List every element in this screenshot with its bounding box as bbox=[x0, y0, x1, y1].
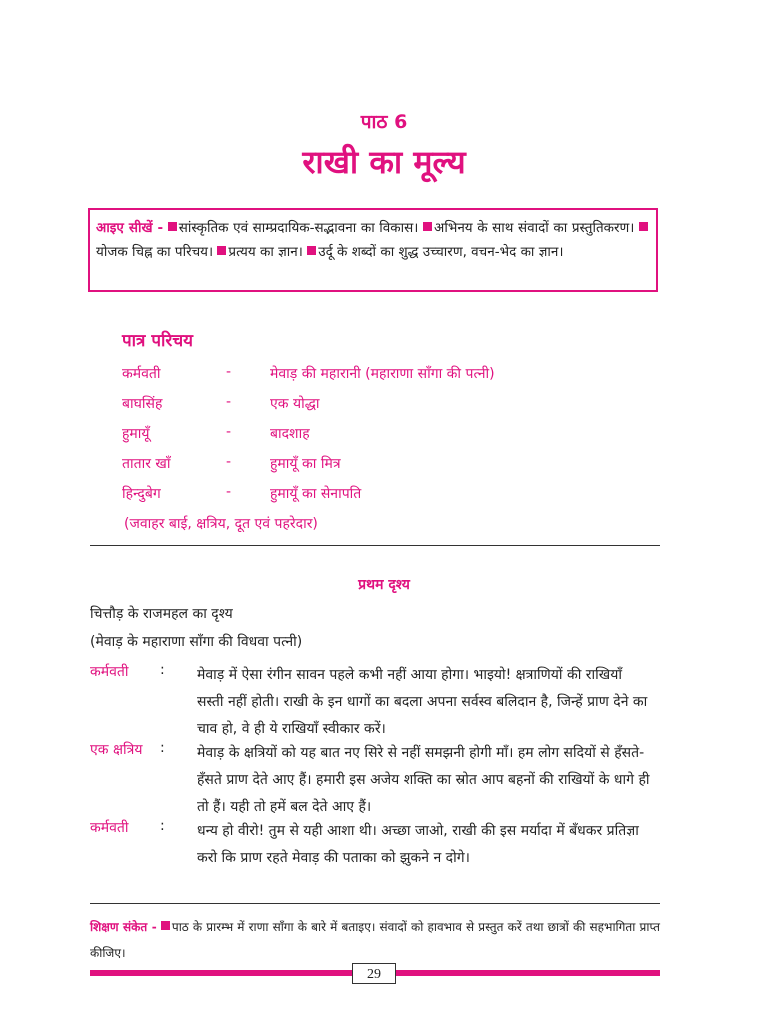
character-dash: - bbox=[226, 424, 232, 440]
other-characters: (जवाहर बाई, क्षत्रिय, दूत एवं पहरेदार) bbox=[124, 516, 318, 532]
character-name: कर्मवती bbox=[122, 366, 161, 382]
dialogue-line: तो हैं। यही तो हमें बल देते आए हैं। bbox=[197, 799, 372, 815]
character-description: हुमायूँ का मित्र bbox=[270, 456, 341, 472]
bullet-square-icon bbox=[423, 222, 432, 231]
divider bbox=[90, 545, 660, 546]
dialogue-text bbox=[197, 818, 660, 872]
character-description: एक योद्धा bbox=[270, 396, 320, 412]
character-description: हुमायूँ का सेनापति bbox=[270, 486, 362, 502]
dialogue-line: मेवाड़ में ऐसा रंगीन सावन पहले कभी नहीं आया होगा। भाइयो! क्षत्राणियों की राखियाँ bbox=[197, 667, 622, 683]
speaker-colon: : bbox=[160, 662, 165, 678]
scene-setting: चित्तौड़ के राजमहल का दृश्य bbox=[90, 606, 233, 622]
scene-heading: प्रथम दृश्य bbox=[358, 577, 410, 593]
lesson-number: पाठ 6 bbox=[360, 111, 408, 133]
page-number: 29 bbox=[352, 963, 396, 984]
character-description: मेवाड़ की महारानी (महाराणा साँगा की पत्नी) bbox=[270, 366, 495, 382]
bullet-square-icon bbox=[307, 246, 316, 255]
speaker-name: कर्मवती bbox=[90, 820, 129, 836]
objective-item: उर्दू के शब्दों का शुद्ध उच्चारण, वचन-भेद का ज्ञान। bbox=[318, 244, 564, 260]
speaker-colon: : bbox=[160, 740, 165, 756]
bullet-square-icon bbox=[217, 246, 226, 255]
character-dash: - bbox=[226, 394, 232, 410]
teaching-note-text: पाठ के प्रारम्भ में राणा साँगा के बारे में बताइए। संवादों को हावभाव से प्रस्तुत करें तथा छात्रों की सहभागिता प्राप्त कीजिए। bbox=[90, 920, 660, 960]
dialogue-line: करो कि प्राण रहते मेवाड़ की पताका को झुकने न दोगे। bbox=[197, 850, 470, 866]
dialogue-line: हँसते प्राण देते आए हैं। हमारी इस अजेय शक्ति का स्रोत आप बहनों की राखियों के धागे ही bbox=[197, 772, 650, 788]
teaching-note bbox=[90, 914, 660, 966]
dialogue-line: चाव हो, वे ही ये राखियाँ स्वीकार करें। bbox=[197, 721, 386, 737]
character-dash: - bbox=[226, 364, 232, 380]
footer-bar-right bbox=[394, 970, 660, 976]
character-name: तातार खाँ bbox=[122, 456, 171, 472]
dialogue-line: धन्य हो वीरो! तुम से यही आशा थी। अच्छा जाओ, राखी की इस मर्यादा में बँधकर प्रतिज्ञा bbox=[197, 823, 639, 839]
bullet-square-icon bbox=[161, 921, 170, 930]
learning-objectives-heading: आइए सीखें - bbox=[96, 220, 164, 236]
objective-item: सांस्कृतिक एवं साम्प्रदायिक-सद्भावना का विकास। bbox=[178, 220, 419, 236]
character-dash: - bbox=[226, 454, 232, 470]
learning-objectives-box bbox=[88, 208, 658, 292]
objective-item: प्रत्यय का ज्ञान। bbox=[228, 244, 303, 260]
dialogue-line: मेवाड़ के क्षत्रियों को यह बात नए सिरे से नहीं समझनी होगी माँ। हम लोग सदियों से हँसते- bbox=[197, 745, 645, 761]
scene-note: (मेवाड़ के महाराणा साँगा की विधवा पत्नी) bbox=[90, 634, 303, 650]
speaker-name: एक क्षत्रिय bbox=[90, 742, 143, 758]
objective-item: अभिनय के साथ संवादों का प्रस्तुतिकरण। bbox=[434, 220, 635, 236]
divider bbox=[90, 903, 660, 904]
character-name: हिन्दुबेग bbox=[122, 486, 161, 502]
teaching-note-heading: शिक्षण संकेत - bbox=[90, 920, 157, 934]
character-description: बादशाह bbox=[270, 426, 310, 442]
character-dash: - bbox=[226, 484, 232, 500]
objective-item: योजक चिह्न का परिचय। bbox=[96, 244, 214, 260]
speaker-name: कर्मवती bbox=[90, 664, 129, 680]
character-name: हुमायूँ bbox=[122, 426, 150, 442]
character-name: बाघसिंह bbox=[122, 396, 163, 412]
bullet-square-icon bbox=[639, 222, 648, 231]
footer-bar-left bbox=[90, 970, 354, 976]
speaker-colon: : bbox=[160, 818, 165, 834]
dialogue-line: सस्ती नहीं होती। राखी के इन धागों का बदला अपना सर्वस्व बलिदान है, जिन्हें प्राण देने का bbox=[197, 694, 648, 710]
dialogue-text bbox=[197, 662, 660, 743]
dialogue-text bbox=[197, 740, 660, 821]
characters-heading: पात्र परिचय bbox=[122, 331, 194, 351]
bullet-square-icon bbox=[168, 222, 177, 231]
lesson-title: राखी का मूल्य bbox=[302, 143, 466, 181]
